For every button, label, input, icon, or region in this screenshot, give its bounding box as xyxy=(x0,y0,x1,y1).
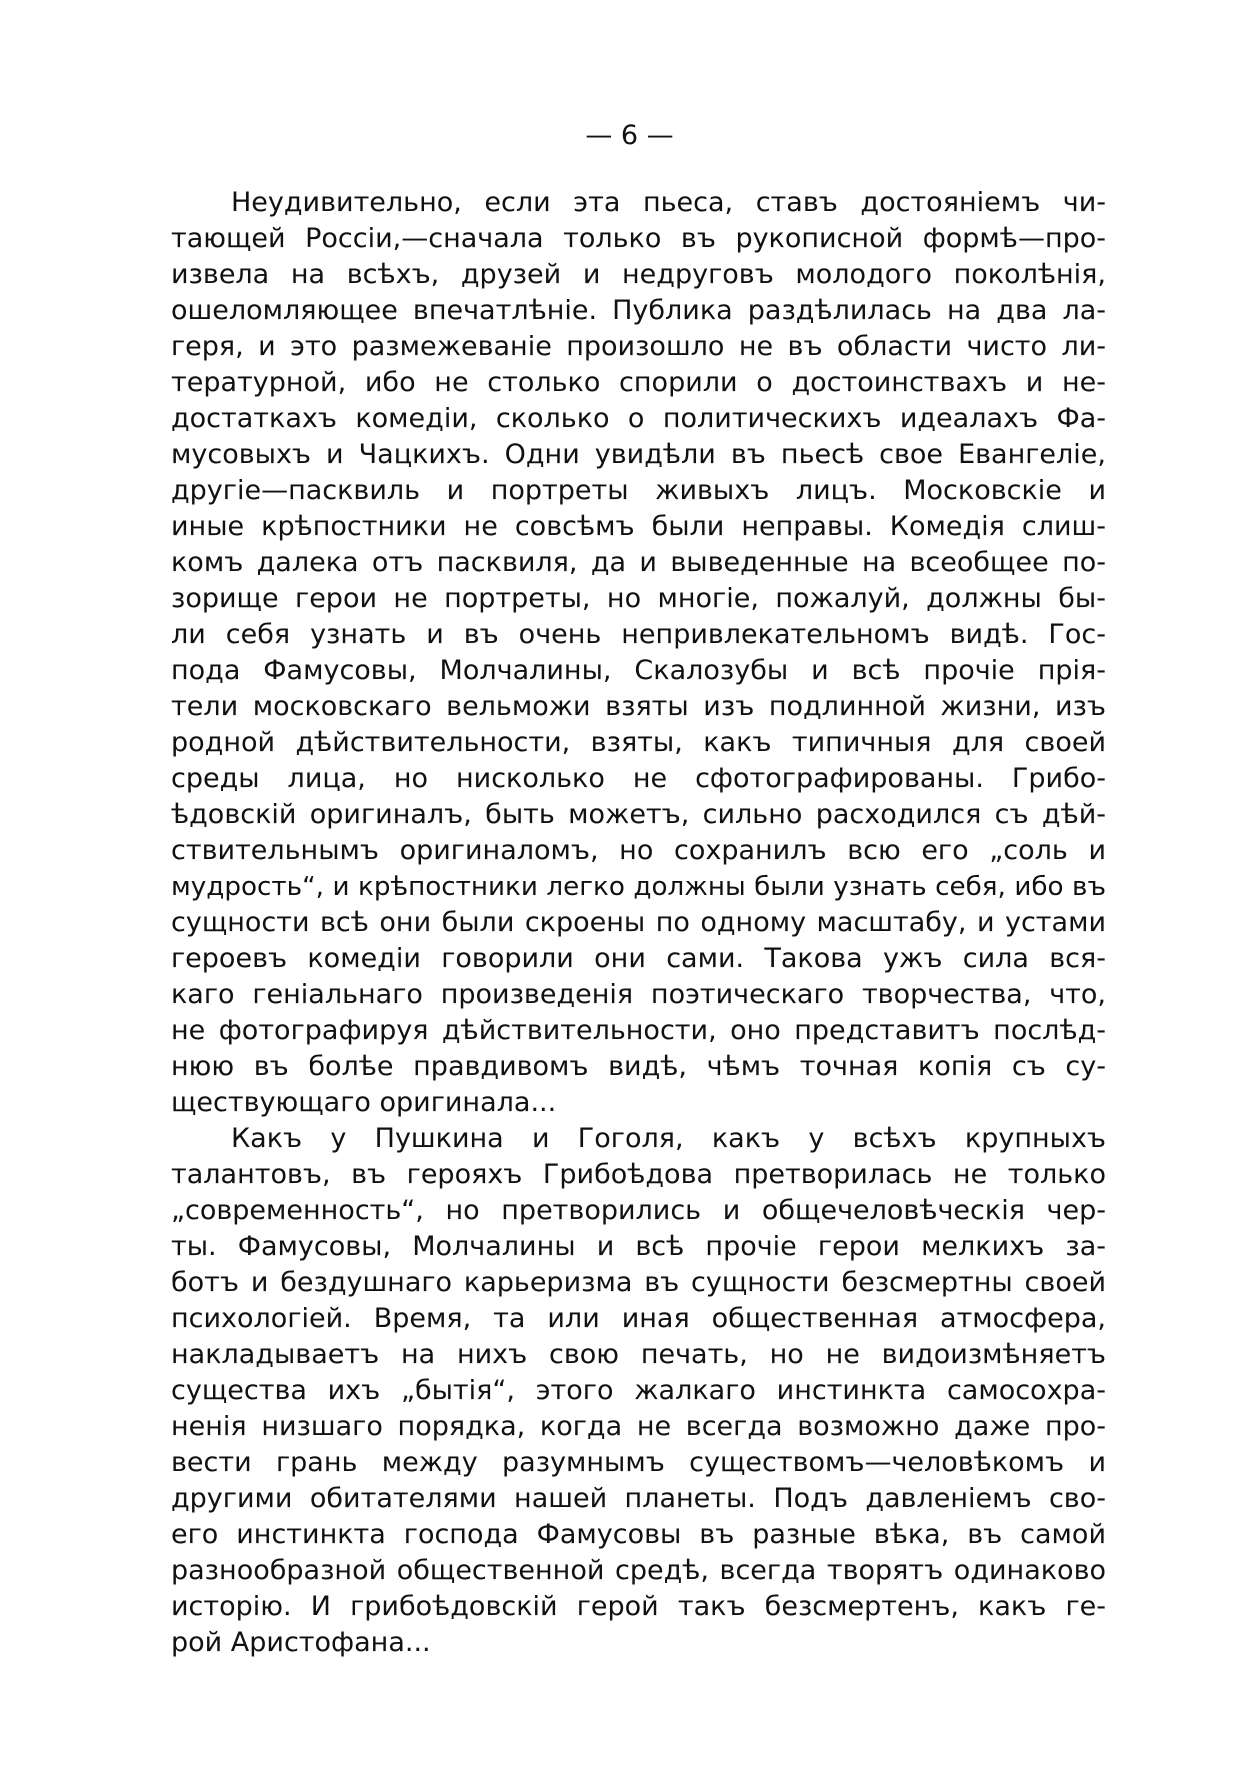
text-line: тели московскаго вельможи взяты изъ подлинной жизни, изъ xyxy=(171,691,1106,722)
text-line: сущности всѣ они были скроены по одному масштабу, и устами xyxy=(171,907,1106,938)
text-line: ты. Фамусовы, Молчалины и всѣ прочіе герои мелкихъ за- xyxy=(171,1231,1106,1262)
text-line: ботъ и бездушнаго карьеризма въ сущности безсмертны своей xyxy=(171,1267,1106,1298)
text-line: ствительнымъ оригиналомъ, но сохранилъ всю его „соль и xyxy=(171,835,1106,866)
text-line: нюю въ болѣе правдивомъ видѣ, чѣмъ точная копія съ су- xyxy=(171,1051,1106,1082)
text-line: рой Аристофана... xyxy=(171,1627,431,1658)
text-line: зорище герои не портреты, но многіе, пожалуй, должны бы- xyxy=(171,583,1106,614)
text-line: ѣдовскій оригиналъ, быть можетъ, сильно расходился съ дѣй- xyxy=(171,799,1106,830)
text-line: пода Фамусовы, Молчалины, Скалозубы и всѣ прочіе прія- xyxy=(171,655,1106,686)
text-line: „современность“, но претворились и общечеловѣческія чер- xyxy=(171,1195,1106,1226)
text-line: психологіей. Время, та или иная общественная атмосфера, xyxy=(171,1303,1106,1334)
text-line: ществующаго оригинала... xyxy=(171,1087,557,1118)
text-line: героевъ комедіи говорили они сами. Такова ужъ сила вся- xyxy=(171,943,1106,974)
text-line: тературной, ибо не столько спорили о достоинствахъ и не- xyxy=(171,367,1106,398)
text-line: извела на всѣхъ, друзей и недруговъ молодого поколѣнія, xyxy=(171,259,1106,290)
page-number: — 6 — xyxy=(585,120,674,151)
text-line: мудрость“, и крѣпостники легко должны были узнать себя, ибо въ xyxy=(171,872,1106,902)
text-line: ненія низшаго порядка, когда не всегда возможно даже про- xyxy=(171,1411,1106,1442)
text-line: геря, и это размежеваніе произошло не въ области чисто ли- xyxy=(171,331,1106,362)
text-line: не фотографируя дѣйствительности, оно представитъ послѣд- xyxy=(171,1015,1106,1046)
text-line: вести грань между разумнымъ существомъ—человѣкомъ и xyxy=(171,1447,1106,1478)
text-line: разнообразной общественной средѣ, всегда творятъ одинаково xyxy=(171,1555,1106,1586)
text-line: Какъ у Пушкина и Гоголя, какъ у всѣхъ крупныхъ xyxy=(231,1123,1106,1154)
text-line: ошеломляющее впечатлѣніе. Публика раздѣлилась на два ла- xyxy=(171,295,1106,326)
text-line: тающей Россіи,—сначала только въ рукописной формѣ—про- xyxy=(171,223,1106,254)
text-line: талантовъ, въ герояхъ Грибоѣдова претворилась не только xyxy=(171,1159,1106,1190)
text-line: Неудивительно, если эта пьеса, ставъ достояніемъ чи- xyxy=(231,187,1106,218)
text-line: комъ далека отъ пасквиля, да и выведенные на всеобщее по- xyxy=(171,547,1106,578)
text-line: другими обитателями нашей планеты. Подъ давленіемъ сво- xyxy=(171,1483,1106,1514)
text-line: каго геніальнаго произведенія поэтическаго творчества, что, xyxy=(171,979,1106,1010)
text-line: другіе—пасквиль и портреты живыхъ лицъ. Московскіе и xyxy=(171,475,1106,506)
text-line: его инстинкта господа Фамусовы въ разные вѣка, въ самой xyxy=(171,1519,1106,1550)
text-line: родной дѣйствительности, взяты, какъ типичныя для своей xyxy=(171,727,1106,758)
body-text xyxy=(171,185,1106,1661)
text-line: иные крѣпостники не совсѣмъ были неправы. Комедія слиш- xyxy=(171,511,1106,542)
text-line: существа ихъ „бытія“, этого жалкаго инстинкта самосохра- xyxy=(171,1375,1106,1406)
text-line: исторію. И грибоѣдовскій герой такъ безсмертенъ, какъ ге- xyxy=(171,1591,1106,1622)
text-line: ли себя узнать и въ очень непривлекательномъ видѣ. Гос- xyxy=(171,619,1106,650)
text-line: мусовыхъ и Чацкихъ. Одни увидѣли въ пьесѣ свое Евангеліе, xyxy=(171,439,1106,470)
text-line: среды лица, но нисколько не сфотографированы. Грибо- xyxy=(171,763,1106,794)
text-line: накладываетъ на нихъ свою печать, но не видоизмѣняетъ xyxy=(171,1339,1106,1370)
text-line: достаткахъ комедіи, сколько о политическихъ идеалахъ Фа- xyxy=(171,403,1106,434)
